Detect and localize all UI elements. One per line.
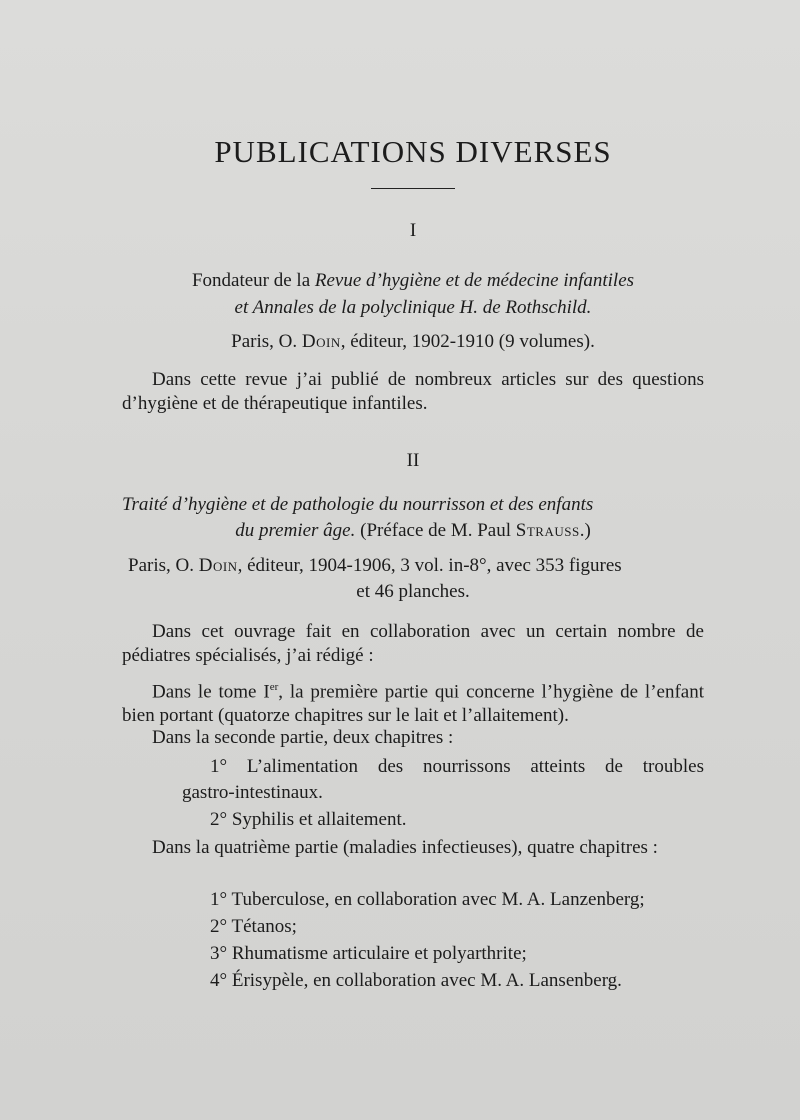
book-title-line1 [122,493,704,517]
publisher-name: Doin [301,331,341,352]
journal-title-line2: et Annales de la polyclinique H. de Rothschild. [234,297,592,318]
fourth-part-heading: Dans la quatrième partie (maladies infectieuses), quatre chapitres : [152,837,658,858]
section-2-numeral: II [406,450,420,471]
publisher-suffix: , éditeur, 1902-1910 (9 volumes). [340,331,595,352]
preface-prefix: (Préface de M. Paul [355,520,516,541]
section-1-description: Dans cette revue j’ai publié de nombreux articles sur des questions d’hygiène et de thérapeutique infantiles. [122,369,704,414]
book-title-text2: du premier âge. [235,520,356,541]
section-1-founder-line1 [122,269,704,293]
second-part-item-1-line1: 1° L’alimentation des nourrissons atteints de troubles [210,756,704,777]
title-divider [371,188,455,189]
tome-1-text-a: Dans le tome I [152,681,270,703]
fourth-part-item-3: 3° Rhumatisme articulaire et polyarthrite; [210,943,527,964]
publisher-prefix: Paris, O. [128,555,199,576]
collaboration-paragraph: Dans cet ouvrage fait en collaboration avec un certain nombre de pédiatres spécialisés, j’ai rédigé : [122,621,704,666]
publisher-name: Doin [198,555,238,576]
journal-title-line1: Revue d’hygiène et de médecine infantiles [314,270,635,291]
second-part-item-1-line2: gastro-intestinaux. [182,782,323,803]
fourth-part-item-2: 2° Tétanos; [210,916,297,937]
tome-1-sup: er [269,681,279,693]
tome-1-paragraph [122,675,704,728]
section-1-publisher [122,330,704,354]
second-part-item-2: 2° Syphilis et allaitement. [210,809,407,830]
second-part-heading: Dans la seconde partie, deux chapitres : [152,727,454,748]
fourth-part-item-4: 4° Érisypèle, en collaboration avec M. A. Lansenberg. [210,970,622,991]
section-1-founder-line2 [122,296,704,320]
book-title-text1: Traité d’hygiène et de pathologie du nourrisson et des enfants [122,494,594,515]
fourth-part-item-1: 1° Tuberculose, en collaboration avec M. A. Lanzenberg; [210,889,645,910]
section-2-publisher-line2: et 46 planches. [356,581,470,602]
publisher-suffix: , éditeur, 1904-1906, 3 vol. in-8°, avec 353 figures [237,555,622,576]
section-2-publisher [128,554,710,578]
tome-1-text-b: , la première partie qui concerne l’hygiène de l’enfant bien portant (quatorze chapitres sur le lait et l’allaitement). [122,681,705,727]
publisher-prefix: Paris, O. [231,331,302,352]
founder-prefix: Fondateur de la [191,270,315,291]
book-title-line2 [122,519,704,543]
preface-suffix: .) [579,520,591,541]
preface-name: Strauss [515,520,580,541]
page-title: PUBLICATIONS DIVERSES [214,134,612,169]
section-1-numeral: I [409,220,417,241]
